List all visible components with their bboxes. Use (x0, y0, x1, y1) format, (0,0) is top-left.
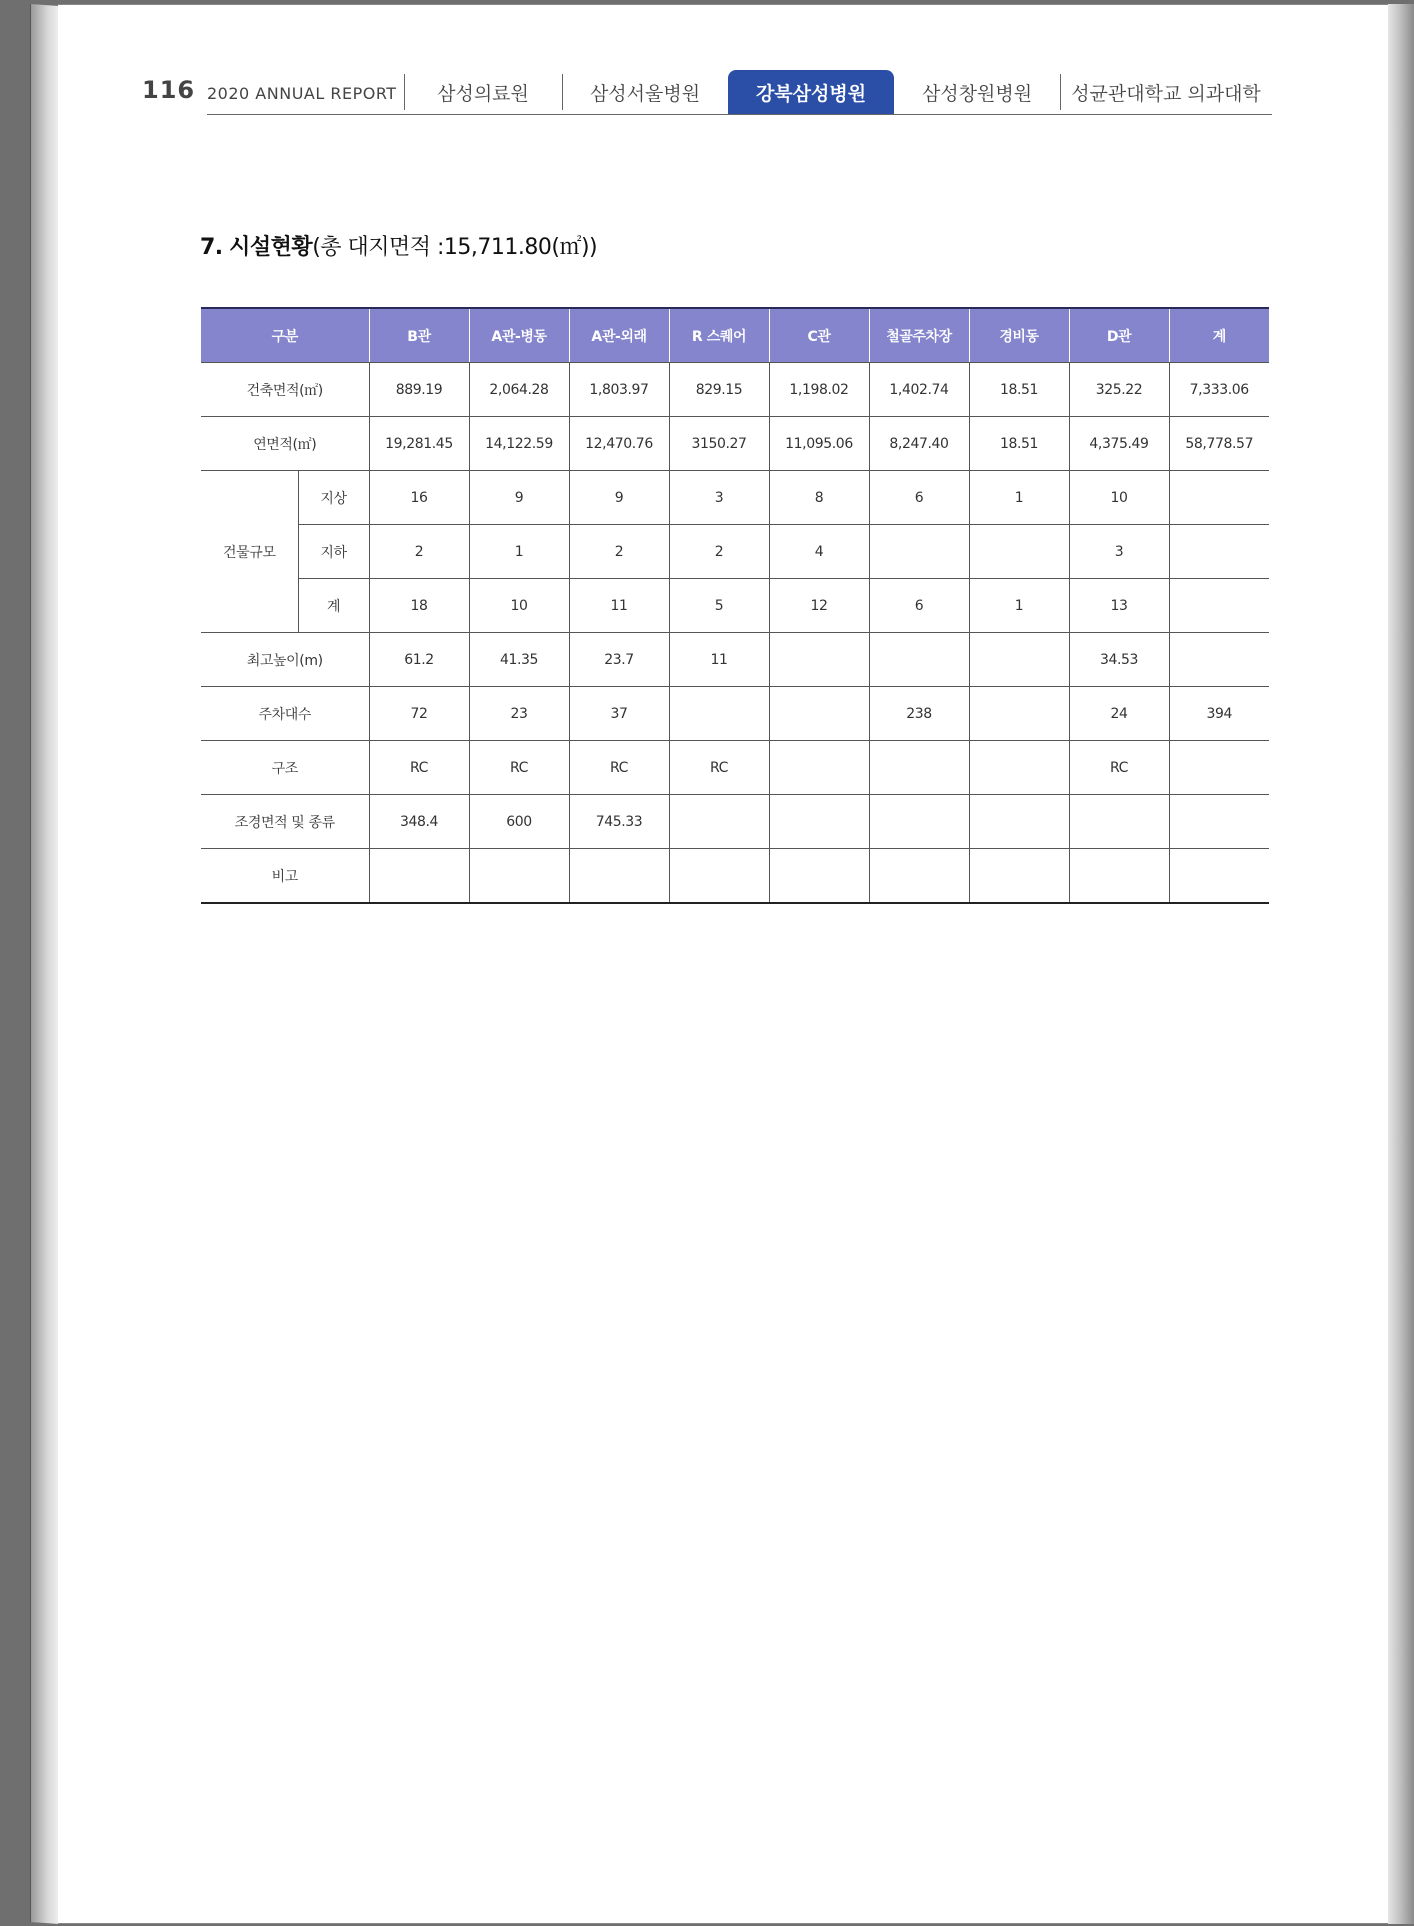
tab-samsung-changwon-hospital[interactable] (894, 70, 1060, 114)
page-number: 116 (142, 76, 196, 104)
table-cell: 37 (569, 687, 669, 741)
table-cell (569, 849, 669, 904)
table-cell: 600 (469, 795, 569, 849)
table-cell: 889.19 (369, 363, 469, 417)
section-title-text: 시설현황 (229, 235, 313, 260)
table-cell: 23.7 (569, 633, 669, 687)
table-cell: 18 (369, 579, 469, 633)
column-header: 구분 (201, 308, 369, 363)
table-cell (769, 849, 869, 904)
table-row (201, 525, 1269, 579)
table-cell: 238 (869, 687, 969, 741)
table-cell (869, 633, 969, 687)
tab-label: 성균관대학교 의과대학 (1071, 82, 1261, 105)
column-header: B관 (369, 308, 469, 363)
table-row (201, 741, 1269, 795)
table-cell: 12,470.76 (569, 417, 669, 471)
table-cell (1169, 741, 1269, 795)
table-cell: 16 (369, 471, 469, 525)
column-header: 계 (1169, 308, 1269, 363)
row-sublabel: 지상 (298, 471, 369, 525)
table-cell: RC (569, 741, 669, 795)
row-label: 비고 (201, 849, 369, 904)
row-label: 최고높이(m) (201, 633, 369, 687)
table-cell: 1 (969, 471, 1069, 525)
tab-samsung-seoul-hospital[interactable] (562, 70, 728, 114)
table-cell: 41.35 (469, 633, 569, 687)
tab-samsung-medical-center[interactable] (404, 70, 562, 114)
table-cell: 325.22 (1069, 363, 1169, 417)
table-cell: RC (469, 741, 569, 795)
table-cell (1169, 633, 1269, 687)
table-cell (969, 849, 1069, 904)
table-cell (1169, 795, 1269, 849)
table-row (201, 633, 1269, 687)
table-header-row (201, 308, 1269, 363)
table-cell (969, 687, 1069, 741)
row-sublabel: 지하 (298, 525, 369, 579)
table-cell (1169, 525, 1269, 579)
tab-label: 삼성서울병원 (589, 82, 701, 105)
table-cell: 72 (369, 687, 469, 741)
table-cell: 11,095.06 (769, 417, 869, 471)
table-cell (1169, 579, 1269, 633)
table-row (201, 849, 1269, 904)
table-row (201, 795, 1269, 849)
section-tabs (404, 70, 1272, 114)
table-cell (1069, 795, 1169, 849)
table-cell: 1 (969, 579, 1069, 633)
table-cell (669, 795, 769, 849)
table-cell: 13 (1069, 579, 1169, 633)
column-header: D관 (1069, 308, 1169, 363)
table-cell (969, 525, 1069, 579)
table-cell (769, 633, 869, 687)
table-row (201, 363, 1269, 417)
table-cell: 3 (1069, 525, 1169, 579)
table-cell: 2 (369, 525, 469, 579)
tab-skku-medical-school[interactable] (1060, 70, 1272, 114)
table-cell: 6 (869, 579, 969, 633)
row-label: 주차대수 (201, 687, 369, 741)
table-cell: RC (369, 741, 469, 795)
table-cell: 5 (669, 579, 769, 633)
page-left-edge (30, 4, 59, 1924)
table-cell: 14,122.59 (469, 417, 569, 471)
table-cell: 19,281.45 (369, 417, 469, 471)
table-cell: 2,064.28 (469, 363, 569, 417)
table-cell: RC (1069, 741, 1169, 795)
section-number: 7. (200, 235, 223, 260)
table-cell: 10 (469, 579, 569, 633)
column-header: R 스퀘어 (669, 308, 769, 363)
section-subtitle: (총 대지면적 :15,711.80(㎡)) (312, 235, 598, 260)
section-title (200, 230, 597, 261)
table-cell (669, 687, 769, 741)
header-divider (207, 114, 1272, 115)
table-cell: 10 (1069, 471, 1169, 525)
table-cell: 7,333.06 (1169, 363, 1269, 417)
table-cell: 348.4 (369, 795, 469, 849)
table-cell: 24 (1069, 687, 1169, 741)
table-cell (1069, 849, 1169, 904)
table-cell (769, 687, 869, 741)
table-cell: 1 (469, 525, 569, 579)
table-cell: 2 (569, 525, 669, 579)
table-cell (869, 525, 969, 579)
table-row (201, 471, 1269, 525)
table-cell (869, 795, 969, 849)
row-label: 구조 (201, 741, 369, 795)
table-cell: 8,247.40 (869, 417, 969, 471)
table-row (201, 687, 1269, 741)
table-cell: 61.2 (369, 633, 469, 687)
column-header: A관-외래 (569, 308, 669, 363)
table-cell: 12 (769, 579, 869, 633)
table-cell: 745.33 (569, 795, 669, 849)
page-right-shadow (1388, 4, 1414, 1924)
column-header: 철골주차장 (869, 308, 969, 363)
table-cell: 1,803.97 (569, 363, 669, 417)
table-cell (669, 849, 769, 904)
table-cell: 9 (569, 471, 669, 525)
table-row (201, 579, 1269, 633)
tab-label: 삼성의료원 (437, 82, 529, 105)
table-cell: 23 (469, 687, 569, 741)
table-cell (969, 633, 1069, 687)
table-cell: 829.15 (669, 363, 769, 417)
table-cell: 18.51 (969, 363, 1069, 417)
table-cell (1169, 471, 1269, 525)
table-cell: 3150.27 (669, 417, 769, 471)
table-cell (769, 741, 869, 795)
column-header: 경비동 (969, 308, 1069, 363)
table-cell: 11 (669, 633, 769, 687)
table-cell: RC (669, 741, 769, 795)
table-cell: 9 (469, 471, 569, 525)
table-cell: 2 (669, 525, 769, 579)
column-header: C관 (769, 308, 869, 363)
row-group-label: 건물규모 (201, 471, 298, 633)
table-cell: 3 (669, 471, 769, 525)
table-cell (869, 849, 969, 904)
tab-label: 삼성창원병원 (921, 82, 1033, 105)
table-row (201, 417, 1269, 471)
table-cell: 4 (769, 525, 869, 579)
table-cell: 58,778.57 (1169, 417, 1269, 471)
table-cell (969, 795, 1069, 849)
table-cell: 6 (869, 471, 969, 525)
table-cell: 394 (1169, 687, 1269, 741)
page-header (142, 70, 1272, 118)
table-cell: 18.51 (969, 417, 1069, 471)
table-cell (1169, 849, 1269, 904)
table-cell: 1,402.74 (869, 363, 969, 417)
row-label: 건축면적(㎡) (201, 363, 369, 417)
column-header: A관-병동 (469, 308, 569, 363)
tab-label: 강북삼성병원 (755, 82, 867, 105)
table-cell: 34.53 (1069, 633, 1169, 687)
row-label: 조경면적 및 종류 (201, 795, 369, 849)
table-cell (369, 849, 469, 904)
table-cell: 8 (769, 471, 869, 525)
facility-table (201, 307, 1269, 904)
row-label: 연면적(㎡) (201, 417, 369, 471)
table-cell: 1,198.02 (769, 363, 869, 417)
tab-kangbuk-samsung-hospital[interactable] (728, 70, 894, 114)
table-cell (869, 741, 969, 795)
table-cell: 11 (569, 579, 669, 633)
table-cell (769, 795, 869, 849)
table-cell (969, 741, 1069, 795)
table-cell: 4,375.49 (1069, 417, 1169, 471)
row-sublabel: 계 (298, 579, 369, 633)
table-cell (469, 849, 569, 904)
report-name: 2020 ANNUAL REPORT (207, 84, 397, 103)
document-page (58, 4, 1388, 1924)
